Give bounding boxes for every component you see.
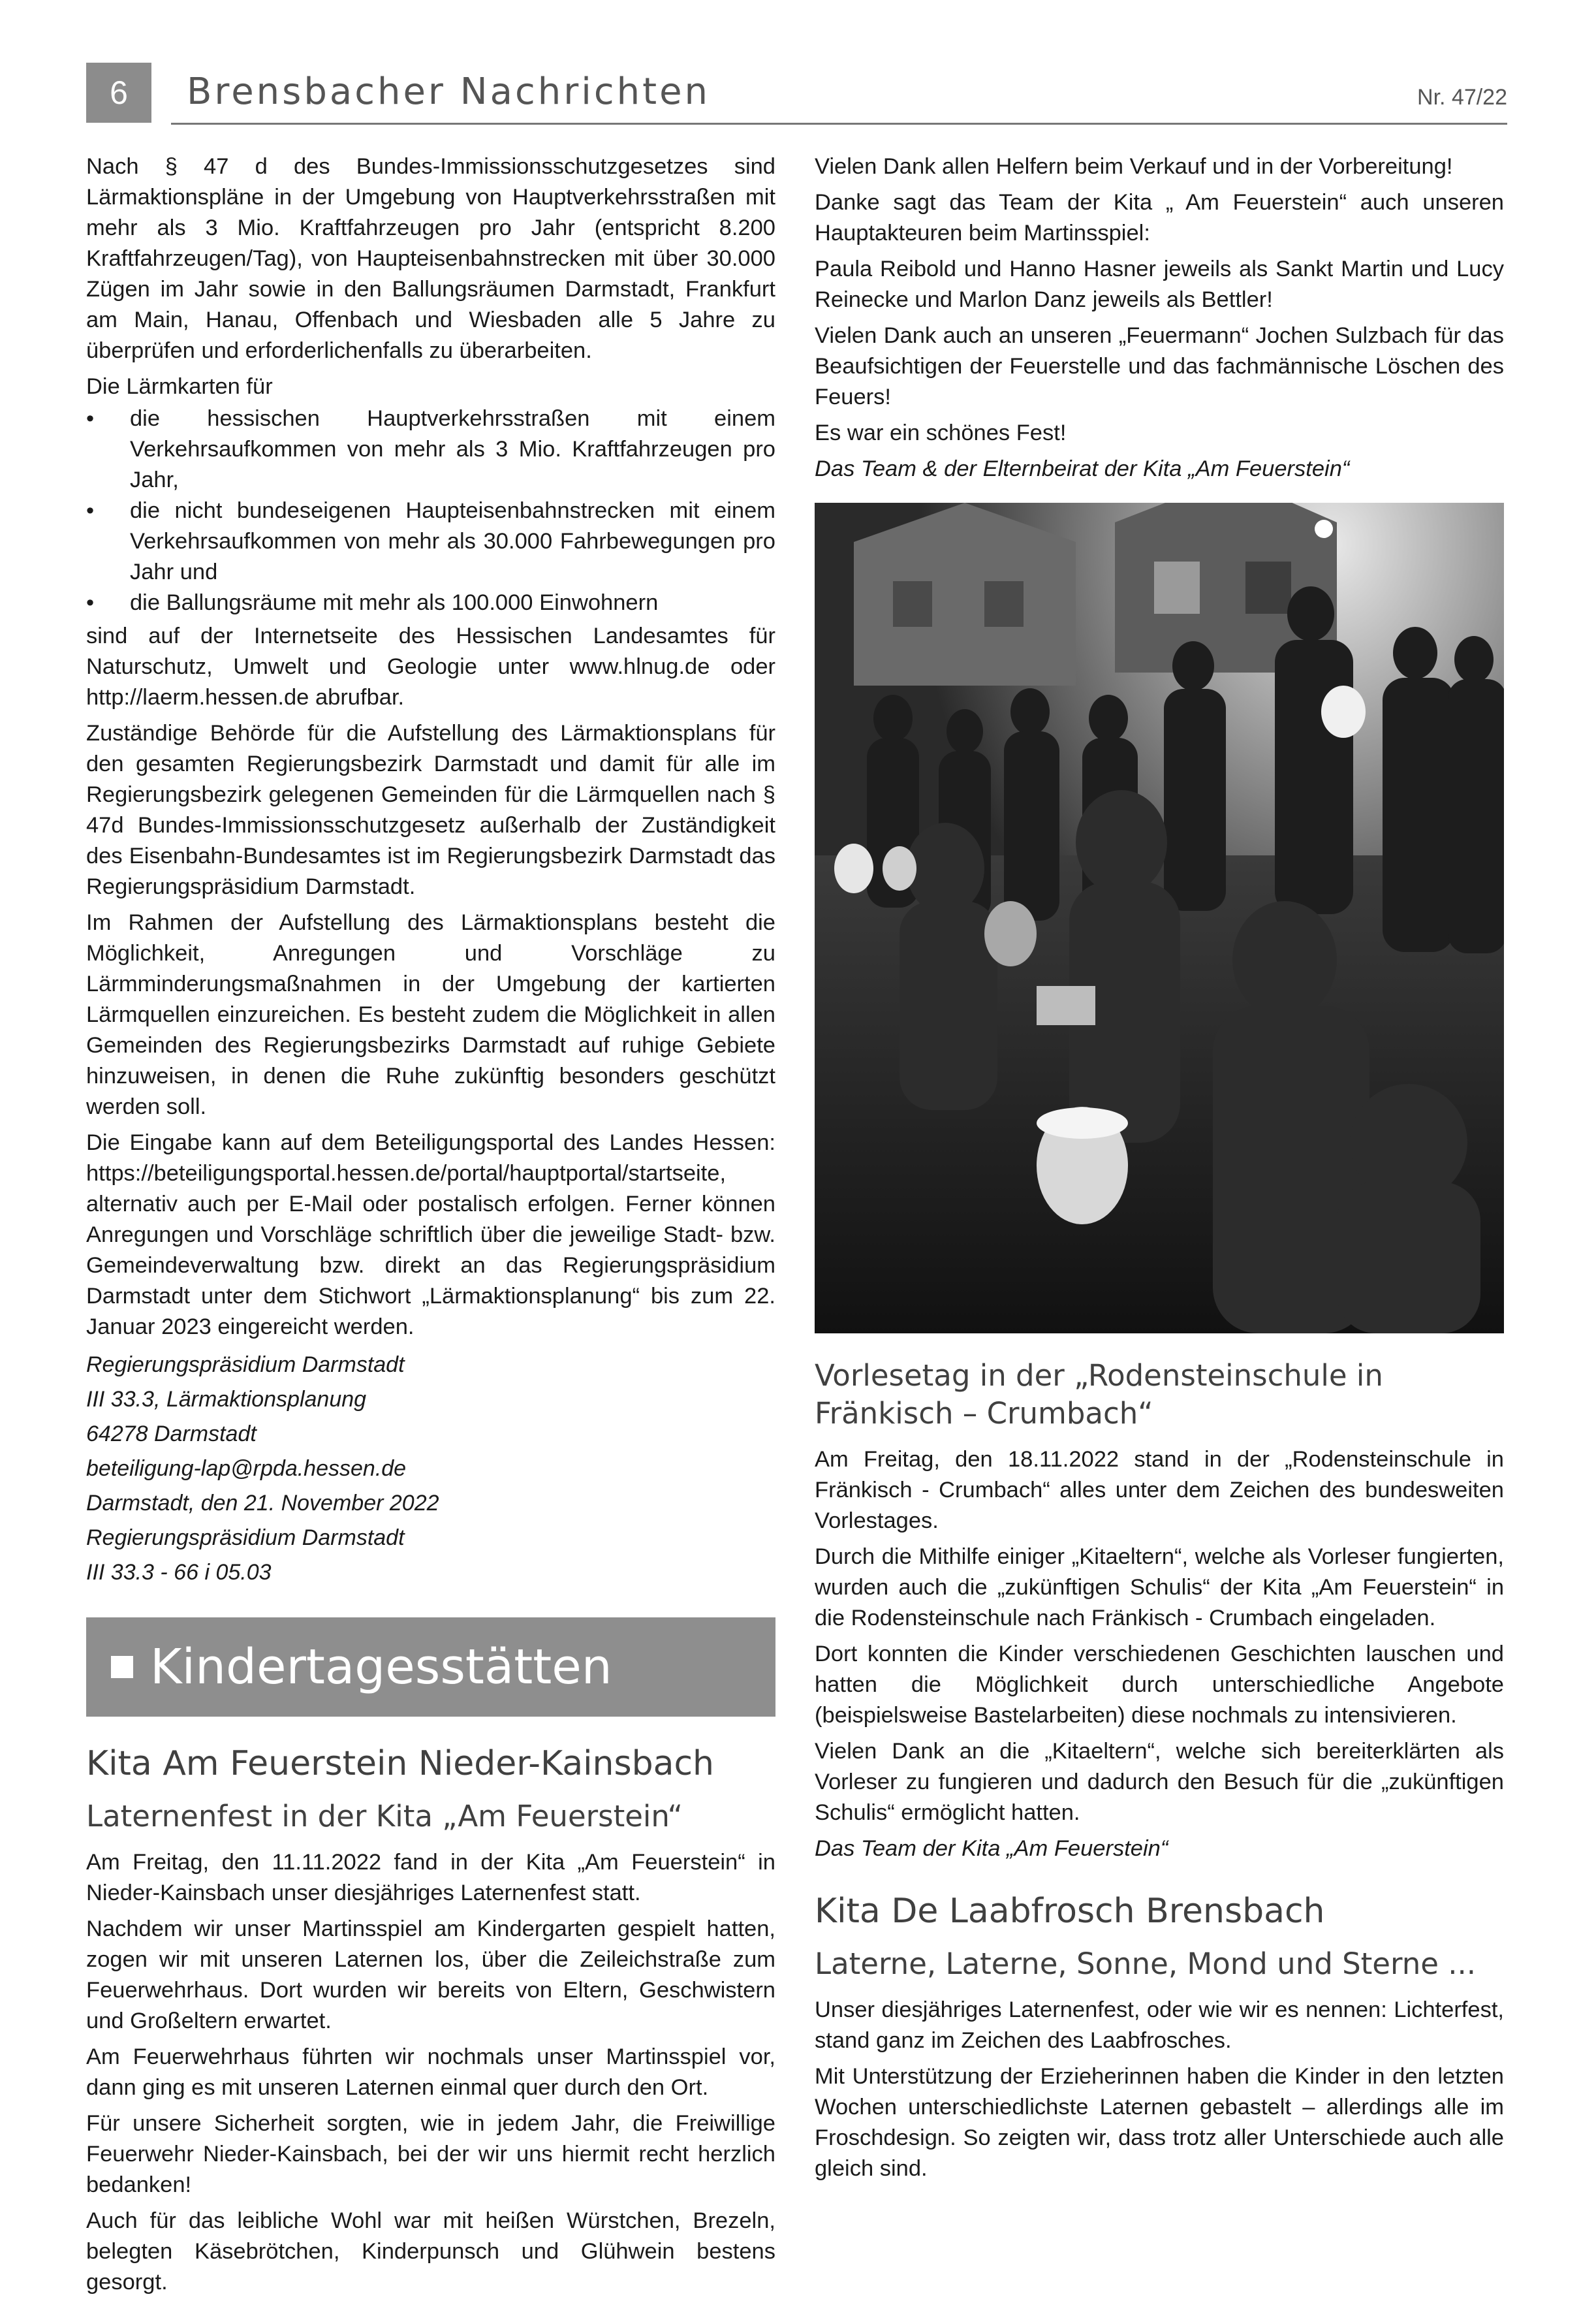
paragraph: Zuständige Behörde für die Aufstellung des Lärmaktionsplans für den gesamten Regierungsbezirk Darmstadt und damit für alle im Regierungsbezirk gelegenen Gemeinden für die Lärmquellen nach § 47d Bundes-Immissionsschutzgesetz außerhalb der Zuständigkeit des Eisenbahn-Bundesamtes ist im Regierungsbezirk Darmstadt das Regierungspräsidium Darmstadt. <box>86 721 775 899</box>
paragraph: Nach § 47 d des Bundes-Immissionsschutzgesetzes sind Lärmaktionspläne in der Umgebung von Hauptverkehrsstraßen mit mehr als 3 Mio. Kraftfahrzeugen pro Jahr (entspricht 8.200 Kraftfahrzeugen/Tag), von Haupteisenbahnstrecken mit über 30.000 Zügen im Jahr sowie in den Ballungsräumen Darmstadt, Frankfurt am Main, Hanau, Offenbach und Wiesbaden alle 5 Jahre zu überprüfen und erforderlichenfalls zu überarbeiten. <box>86 154 775 363</box>
list-item: • die hessischen Hauptverkehrsstraßen mit einem Verkehrsaufkommen von mehr als 3 Mio. Kraftfahrzeugen pro Jahr, <box>86 404 775 496</box>
paragraph: Es war ein schönes Fest! <box>815 421 1067 445</box>
address-line: Regierungspräsidium Darmstadt <box>86 1525 405 1550</box>
paragraph: Am Feuerwehrhaus führten wir nochmals unser Martinsspiel vor, dann ging es mit unseren Laternen einmal quer durch den Ort. <box>86 2044 775 2100</box>
paragraph: Nachdem wir unser Martinsspiel am Kindergarten gespielt hatten, zogen wir mit unseren Laternen los, über die Zeileichstraße zum Feuerwehrhaus. Dort wurden wir bereits von Eltern, Geschwistern und Großeltern erwartet. <box>86 1916 775 2033</box>
kita-heading: Kita Am Feuerstein Nieder-Kainsbach <box>86 1744 714 1783</box>
signature: Das Team der Kita „Am Feuerstein“ <box>815 1836 1168 1861</box>
paragraph: Vielen Dank allen Helfern beim Verkauf und in der Vorbereitung! <box>815 154 1453 179</box>
paragraph: Am Freitag, den 18.11.2022 stand in der „Rodensteinschule in Fränkisch - Crumbach“ alles unter dem Zeichen des bundesweiten Vorlestages. <box>815 1447 1504 1533</box>
paragraph: Danke sagt das Team der Kita „ Am Feuerstein“ auch unseren Hauptakteuren beim Martinsspiel: <box>815 190 1504 246</box>
bullet-list <box>86 404 775 618</box>
right-column <box>815 151 1504 2189</box>
header-rule <box>171 123 1507 125</box>
address-line: Regierungspräsidium Darmstadt <box>86 1352 405 1377</box>
list-item: • die nicht bundeseigenen Haupteisenbahnstrecken mit einem Verkehrsaufkommen von mehr als 30.000 Fahrbewegungen pro Jahr und <box>86 496 775 588</box>
paragraph: Vielen Dank an die „Kitaeltern“, welche sich bereiterklärten als Vorleser zu fungieren und dadurch den Besuch für die „zukünftigen Schulis“ ermöglicht hatten. <box>815 1739 1504 1825</box>
lantern-festival-photo <box>815 503 1504 1333</box>
paragraph: Mit Unterstützung der Erzieherinnen haben die Kinder in den letzten Wochen unterschiedlichste Laternen gebastelt – allerdings alle im Froschdesign. So zeigten wir, dass trotz aller Unterschiede auch alle gleich sind. <box>815 2064 1504 2181</box>
paragraph: Im Rahmen der Aufstellung des Lärmaktionsplans besteht die Möglichkeit, Anregungen und Vorschläge zu Lärmminderungsmaßnahmen in der Umgebung der kartierten Lärmquellen einzureichen. Es besteht zudem die Möglichkeit in allen Gemeinden des Regierungsbezirks Darmstadt auf ruhige Gebiete hinzuweisen, in denen die Ruhe zukünftig besonders geschützt werden soll. <box>86 910 775 1119</box>
issue-number: Nr. 47/22 <box>1417 85 1507 110</box>
paragraph: Vielen Dank auch an unseren „Feuermann“ Jochen Sulzbach für das Beaufsichtigen der Feuerstelle und das fachmännische Löschen des Feuers! <box>815 323 1504 409</box>
paragraph: Die Eingabe kann auf dem Beteiligungsportal des Landes Hessen: https://beteiligungsportal.hessen.de/portal/hauptportal/startseite, alternativ auch per E-Mail oder postalisch erfolgen. Ferner können Anregungen und Vorschläge schriftlich über die jeweilige Stadt- bzw. Gemeindeverwaltung bzw. direkt an das Regierungspräsidium Darmstadt unter dem Stichwort „Lärmaktionsplanung“ bis zum 22. Januar 2023 eingereicht werden. <box>86 1130 775 1339</box>
paragraph: Auch für das leibliche Wohl war mit heißen Würstchen, Brezeln, belegten Käsebrötchen, Kinderpunsch und Glühwein bestens gesorgt. <box>86 2208 775 2295</box>
address-line: Darmstadt, den 21. November 2022 <box>86 1491 439 1516</box>
paragraph: Paula Reibold und Hanno Hasner jeweils als Sankt Martin und Lucy Reinecke und Marlon Danz jeweils als Bettler! <box>815 257 1504 312</box>
address-line: 64278 Darmstadt <box>86 1422 257 1446</box>
paragraph: Durch die Mithilfe einiger „Kitaeltern“, welche als Vorleser fungierten, wurden auch die „zukünftigen Schulis“ der Kita „Am Feuerstein“ in die Rodensteinschule nach Fränkisch - Crumbach eingeladen. <box>815 1544 1504 1630</box>
laabfrosch-heading: Kita De Laabfrosch Brensbach <box>815 1892 1325 1931</box>
left-column <box>86 151 775 2303</box>
paragraph: Die Lärmkarten für <box>86 374 273 399</box>
address-block <box>86 1348 775 1590</box>
vorlesetag-heading: Vorlesetag in der „Rodensteinschule in Fränkisch – Crumbach“ <box>815 1358 1383 1431</box>
paragraph: sind auf der Internetseite des Hessischen Landesamtes für Naturschutz, Umwelt und Geologie unter www.hlnug.de oder http://laerm.hessen.de abrufbar. <box>86 624 775 710</box>
signature: Das Team & der Elternbeirat der Kita „Am Feuerstein“ <box>815 456 1350 481</box>
address-line: III 33.3 - 66 i 05.03 <box>86 1560 272 1585</box>
list-item: • die Ballungsräume mit mehr als 100.000 Einwohnern <box>86 588 775 618</box>
paragraph: Dort konnten die Kinder verschiedenen Geschichten lauschen und hatten die Möglichkeit durch unterschiedliche Angebote (beispielsweise Bastelarbeiten) diese nochmals zu intensivieren. <box>815 1642 1504 1728</box>
publication-title: Brensbacher Nachrichten <box>187 71 711 113</box>
paragraph: Für unsere Sicherheit sorgten, wie in jedem Jahr, die Freiwillige Feuerwehr Nieder-Kainsbach, bei der wir uns hiermit recht herzlich bedanken! <box>86 2111 775 2197</box>
address-line: beteiligung-lap@rpda.hessen.de <box>86 1456 407 1481</box>
page-number: 6 <box>86 63 151 123</box>
address-line: III 33.3, Lärmaktionsplanung <box>86 1387 367 1412</box>
article-heading: Laternenfest in der Kita „Am Feuerstein“ <box>86 1799 683 1834</box>
square-icon <box>111 1656 133 1678</box>
section-banner <box>86 1617 775 1717</box>
paragraph: Am Freitag, den 11.11.2022 fand in der Kita „Am Feuerstein“ in Nieder-Kainsbach unser diesjähriges Laternenfest statt. <box>86 1850 775 1905</box>
paragraph: Unser diesjähriges Laternenfest, oder wie wir es nennen: Lichterfest, stand ganz im Zeichen des Laabfrosches. <box>815 1997 1504 2053</box>
section-title: Kindertagesstätten <box>150 1639 612 1695</box>
laabfrosch-subheading: Laterne, Laterne, Sonne, Mond und Sterne ... <box>815 1946 1477 1981</box>
